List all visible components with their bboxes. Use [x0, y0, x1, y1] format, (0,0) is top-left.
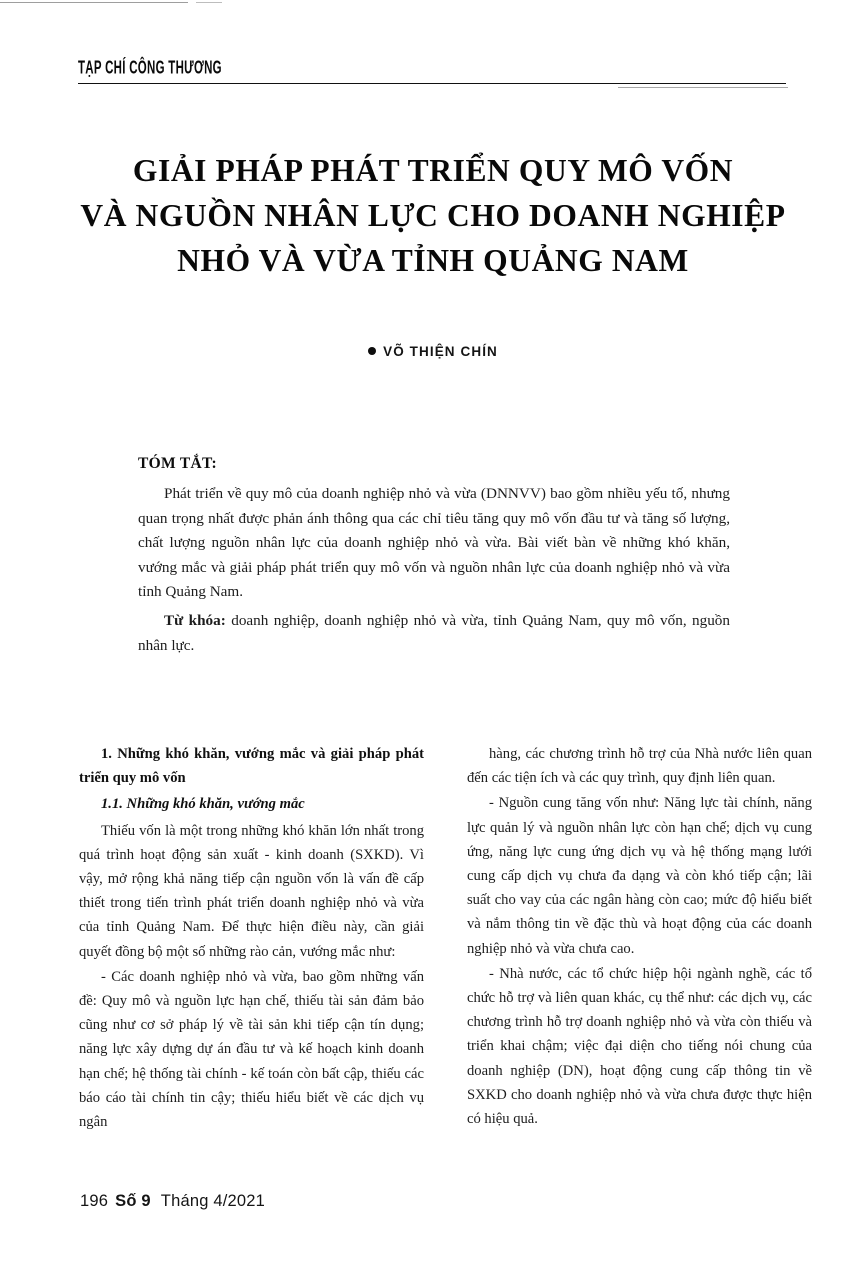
- article-title-line-1: GIẢI PHÁP PHÁT TRIỂN QUY MÔ VỐN: [132, 153, 734, 188]
- right-paragraph-1: hàng, các chương trình hỗ trợ của Nhà nước liên quan đến các tiện ích và các quy trình, quy định liên quan.: [467, 746, 812, 787]
- abstract-keywords: [138, 609, 730, 658]
- left-paragraph-1: Thiếu vốn là một trong những khó khăn lớn nhất trong quá trình hoạt động sản xuất - kinh doanh (SXKD). Vì vậy, mở rộng khả năng tiếp cận nguồn vốn là vấn đề cấp thiết trong tiến trình phát triển doanh nghiệp nhỏ và vừa của tỉnh Quảng Nam. Để thực hiện điều này, cần giải quyết đồng bộ một số những rào cản, vướng mắc như:: [79, 822, 424, 960]
- footer-page-number: 196: [80, 1192, 109, 1210]
- abstract-heading: TÓM TẮT:: [138, 455, 217, 472]
- footer-date: Tháng 4/2021: [160, 1192, 266, 1210]
- masthead-title: TẠP CHÍ CÔNG THƯƠNG: [78, 58, 222, 79]
- subsection-heading-1-1: 1.1. Những khó khăn, vướng mắc: [101, 796, 305, 813]
- right-paragraph-2: - Nguồn cung tăng vốn như: Năng lực tài chính, năng lực quản lý và nguồn nhân lực còn hạn chế; dịch vụ cung ứng, năng lực cung ứng dịch vụ và hệ thống mạng lưới cung cấp dịch vụ chưa đa dạng và còn khó tiếp cận; lãi suất cho vay của các ngân hàng còn cao; mức độ hiểu biết và nắm thông tin về đặc thù và hoạt động của các doanh nghiệp nhỏ và vừa chưa cao.: [467, 795, 812, 957]
- article-title-line-2: VÀ NGUỒN NHÂN LỰC CHO DOANH NGHIỆP: [80, 198, 786, 233]
- author-name: VÕ THIỆN CHÍN: [383, 344, 498, 359]
- abstract-block: [138, 455, 730, 662]
- article-title: [60, 148, 806, 283]
- masthead-divider: [78, 83, 786, 85]
- right-paragraph-3: - Nhà nước, các tổ chức hiệp hội ngành nghề, các tổ chức hỗ trợ và liên quan khác, cụ thể như: các dịch vụ, các chương trình hỗ trợ doanh nghiệp nhỏ và vừa còn thiếu và triển khai chậm; việc đại diện cho tiếng nói chung của doanh nghiệp (DN), hoạt động cung cấp thông tin về SXKD cho doanh nghiệp nhỏ và vừa chưa được thực hiện có hiệu quả.: [467, 965, 812, 1128]
- scan-artifact-line: [0, 2, 188, 3]
- masthead-divider-fade: [618, 87, 788, 89]
- body-columns: [79, 742, 812, 1162]
- author-block: [60, 343, 806, 361]
- article-title-line-3: NHỎ VÀ VỪA TỈNH QUẢNG NAM: [177, 243, 689, 278]
- right-column: [467, 742, 812, 1131]
- filled-circle-icon: [368, 347, 376, 355]
- scan-artifact-line-secondary: [196, 2, 222, 3]
- left-column: [79, 742, 424, 1134]
- left-paragraph-2: - Các doanh nghiệp nhỏ và vừa, bao gồm những vấn đề: Quy mô và nguồn lực hạn chế, thiếu tài sản đảm bảo cũng như cơ sở pháp lý về tài sản khi tiếp cận tín dụng; năng lực xây dựng dự án đầu tư và kế hoạch kinh doanh hạn chế; hệ thống tài chính - kế toán còn bất cập, thiếu các báo cáo tài chính tin cậy; thiếu hiểu biết về các dịch vụ ngân: [79, 968, 424, 1131]
- page-footer: [80, 1192, 265, 1211]
- section-heading-1: 1. Những khó khăn, vướng mắc và giải pháp phát triển quy mô vốn: [79, 746, 424, 787]
- footer-issue: Số 9: [115, 1192, 151, 1210]
- abstract-paragraph: Phát triển về quy mô của doanh nghiệp nhỏ và vừa (DNNVV) bao gồm nhiều yếu tố, nhưng quan trọng nhất được phản ánh thông qua các chỉ tiêu tăng quy mô vốn đầu tư và tăng số lượng, chất lượng nguồn nhân lực của doanh nghiệp nhỏ và vừa. Bài viết bàn về những khó khăn, vướng mắc và giải pháp phát triển quy mô vốn và nguồn nhân lực của doanh nghiệp nhỏ và vừa tỉnh Quảng Nam.: [138, 485, 730, 601]
- keywords-text: doanh nghiệp, doanh nghiệp nhỏ và vừa, tỉnh Quảng Nam, quy mô vốn, nguồn nhân lực.: [138, 611, 730, 654]
- author-name-wrapper: [368, 344, 498, 359]
- keywords-label: Từ khóa:: [164, 611, 226, 629]
- masthead: [78, 58, 788, 84]
